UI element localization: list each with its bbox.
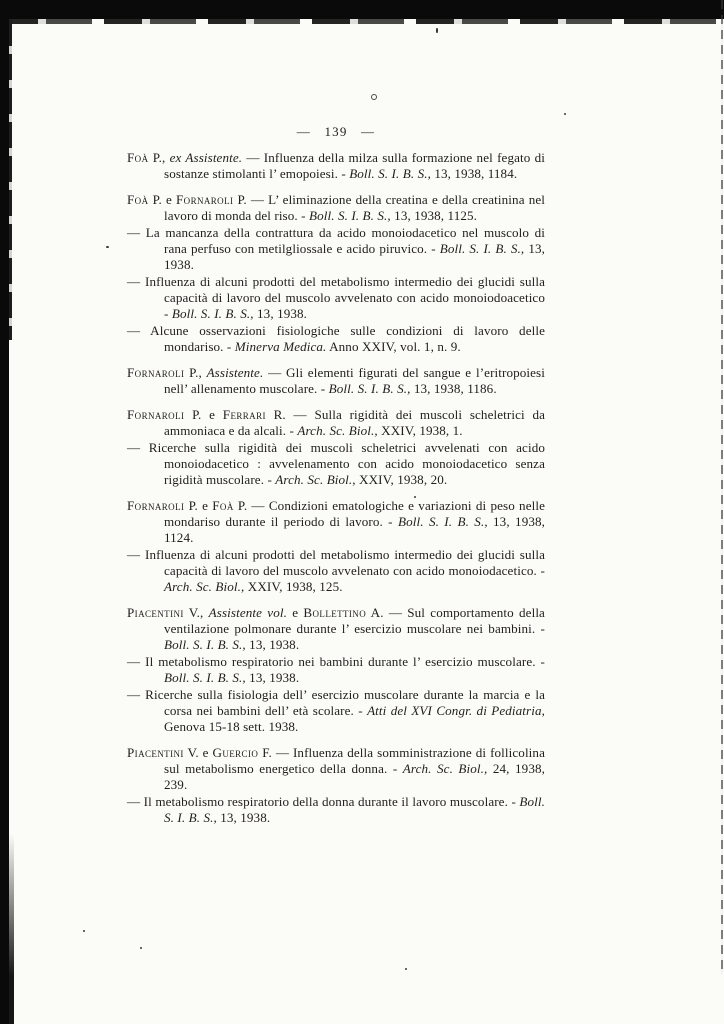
text-block	[127, 124, 545, 826]
text-segment: XXIV, 1938, 20.	[355, 472, 448, 487]
text-segment: P. — Condizioni ematologiche e variazioni di peso nelle mondariso durante il periodo di lavoro. -	[164, 498, 545, 529]
scan-speck	[83, 930, 85, 932]
text-segment: P. e	[184, 407, 223, 422]
text-segment: 13, 1938, 1125.	[390, 208, 478, 223]
text-segment: 13, 1938, 1186.	[410, 381, 497, 396]
bibliography-entry	[127, 547, 545, 595]
bibliography-entry	[127, 150, 545, 182]
bibliography-entry	[127, 365, 545, 397]
page-number: — 139 —	[296, 124, 376, 139]
text-segment: Arch. Sc. Biol.,	[402, 761, 488, 776]
text-segment: 24, 1938, 239.	[164, 761, 545, 792]
text-segment: Foà	[127, 150, 149, 165]
text-segment: Boll. S. I. B. S.,	[164, 637, 246, 652]
scan-edge-top	[0, 0, 724, 19]
text-segment: ex Assistente.	[169, 150, 243, 165]
text-segment: XXIV, 1938, 1.	[377, 423, 463, 438]
text-segment: P.,	[148, 150, 170, 165]
bibliography-entry	[127, 794, 545, 826]
scan-speck	[436, 28, 438, 33]
text-segment: — Il metabolismo respiratorio nei bambini durante l’ esercizio muscolare. -	[127, 654, 545, 669]
text-segment: Ferrari	[222, 407, 266, 422]
text-segment: A. — Sul comportamento della ventilazione polmonare durante l’ esercizio muscolare nei bambini. -	[164, 605, 545, 636]
text-segment: Piacentini	[127, 745, 184, 760]
text-segment: V. e	[183, 745, 213, 760]
text-segment: 13, 1938.	[164, 241, 546, 272]
bibliography-entry	[127, 745, 545, 793]
text-segment: Piacentini	[127, 605, 184, 620]
text-segment: Boll. S. I. B. S.,	[328, 381, 411, 396]
text-segment: Arch. Sc. Biol.,	[297, 423, 378, 438]
text-segment: XXIV, 1938, 125.	[244, 579, 343, 594]
text-segment: V.,	[183, 605, 209, 620]
text-segment: — Influenza di alcuni prodotti del metabolismo intermedio dei glucidi sulla capacità di lavoro del muscolo avvelenato con acido monoiodoacetico -	[127, 274, 545, 321]
text-segment: Foà	[127, 192, 149, 207]
text-segment: Foà	[212, 498, 234, 513]
bibliography-entry	[127, 192, 545, 224]
text-segment: — La mancanza della contrattura da acido monoiodacetico nel muscolo di rana perfuso con metilgliossale e acido piruvico. -	[127, 225, 545, 256]
text-segment: 13, 1938.	[245, 670, 300, 685]
text-segment: Fornaroli	[127, 407, 185, 422]
bibliography-entry	[127, 274, 545, 322]
scan-speck	[140, 947, 142, 949]
text-segment: e	[286, 605, 304, 620]
text-segment: Bollettino	[303, 605, 367, 620]
text-segment: Atti del XVI Congr. di Pediatria,	[367, 703, 546, 718]
bibliography-entry	[127, 605, 545, 653]
text-segment: Fornaroli	[127, 365, 185, 380]
bibliography-entry	[127, 323, 545, 355]
bibliography-entry	[127, 498, 545, 546]
text-segment: Fornaroli	[176, 192, 234, 207]
text-segment: Fornaroli	[127, 498, 185, 513]
text-segment: Assistente.	[206, 365, 264, 380]
text-segment: Boll. S. I. B. S.,	[164, 670, 246, 685]
text-segment: R. — Sulla rigidità dei muscoli scheletrici da ammoniaca e da alcali. -	[164, 407, 545, 438]
text-segment: — Influenza di alcuni prodotti del metabolismo intermedio dei glucidi sulla capacità di lavoro del muscolo avvelenato con acido monoiodacetico. -	[127, 547, 545, 578]
text-segment: Boll. S. I. B. S.,	[308, 208, 391, 223]
text-segment: Anno XXIV, vol. 1, n. 9.	[326, 339, 461, 354]
text-segment: Guercio	[212, 745, 259, 760]
scan-edge-right	[721, 0, 723, 974]
scan-edge-left	[0, 0, 9, 1024]
scan-speck	[371, 94, 377, 100]
scan-speck	[405, 968, 407, 970]
bibliography-entry	[127, 440, 545, 488]
text-segment: P.,	[184, 365, 207, 380]
scan-speck	[106, 246, 109, 248]
text-segment: 13, 1938, 1124.	[164, 514, 546, 545]
text-segment: Arch. Sc. Biol.,	[164, 579, 245, 594]
text-segment: — Ricerche sulla rigidità dei muscoli scheletrici avvelenati con acido monoiodacetico : avvelenamento con acido monoiodacetico senza rigidità muscolare. -	[127, 440, 545, 487]
text-segment: F. — Influenza della somministrazione di follicolina sul metabolismo energetico della donna. -	[164, 745, 545, 776]
bibliography-entry	[127, 407, 545, 439]
text-segment: Boll. S. I. B. S.,	[398, 514, 488, 529]
text-segment: Assistente vol.	[208, 605, 287, 620]
text-segment: P. e	[148, 192, 176, 207]
text-segment: Arch. Sc. Biol.,	[275, 472, 356, 487]
text-segment: Boll. S. I. B. S.,	[439, 241, 525, 256]
text-segment: Boll. S. I. B. S.,	[349, 166, 431, 181]
text-segment: — Il metabolismo respiratorio della donna durante il lavoro muscolare. -	[127, 794, 520, 809]
text-segment: P. — L’ eliminazione della creatina e della creatinina nel lavoro di monda del riso. -	[164, 192, 545, 223]
bibliography-entry	[127, 654, 545, 686]
text-segment: Minerva Medica.	[234, 339, 327, 354]
bibliography	[127, 150, 545, 826]
text-segment: 13, 1938, 1184.	[431, 166, 518, 181]
text-segment: — Influenza della milza sulla formazione nel fegato di sostanze stimolanti l’ emopoiesi. -	[164, 150, 545, 181]
text-segment: — Alcune osservazioni fisiologiche sulle condizioni di lavoro delle mondariso. -	[127, 323, 545, 354]
text-segment: Genova 15-18 sett. 1938.	[164, 719, 299, 734]
text-segment: Boll. S. I. B. S.,	[171, 306, 254, 321]
text-segment: 13, 1938.	[216, 810, 271, 825]
text-segment: — Ricerche sulla fisiologia dell’ esercizio muscolare durante la marcia e la corsa nei bambini dell’ età scolare. -	[127, 687, 545, 718]
bibliography-entry	[127, 687, 545, 735]
text-segment: 13, 1938.	[245, 637, 300, 652]
text-segment: — Gli elementi figurati del sangue e l’eritropoiesi nell’ allenamento muscolare. -	[164, 365, 545, 396]
text-segment: P. e	[184, 498, 213, 513]
bibliography-entry	[127, 225, 545, 273]
text-segment: Boll. S. I. B. S.,	[164, 794, 545, 825]
scan-speck	[564, 113, 566, 115]
text-segment: 13, 1938.	[253, 306, 308, 321]
